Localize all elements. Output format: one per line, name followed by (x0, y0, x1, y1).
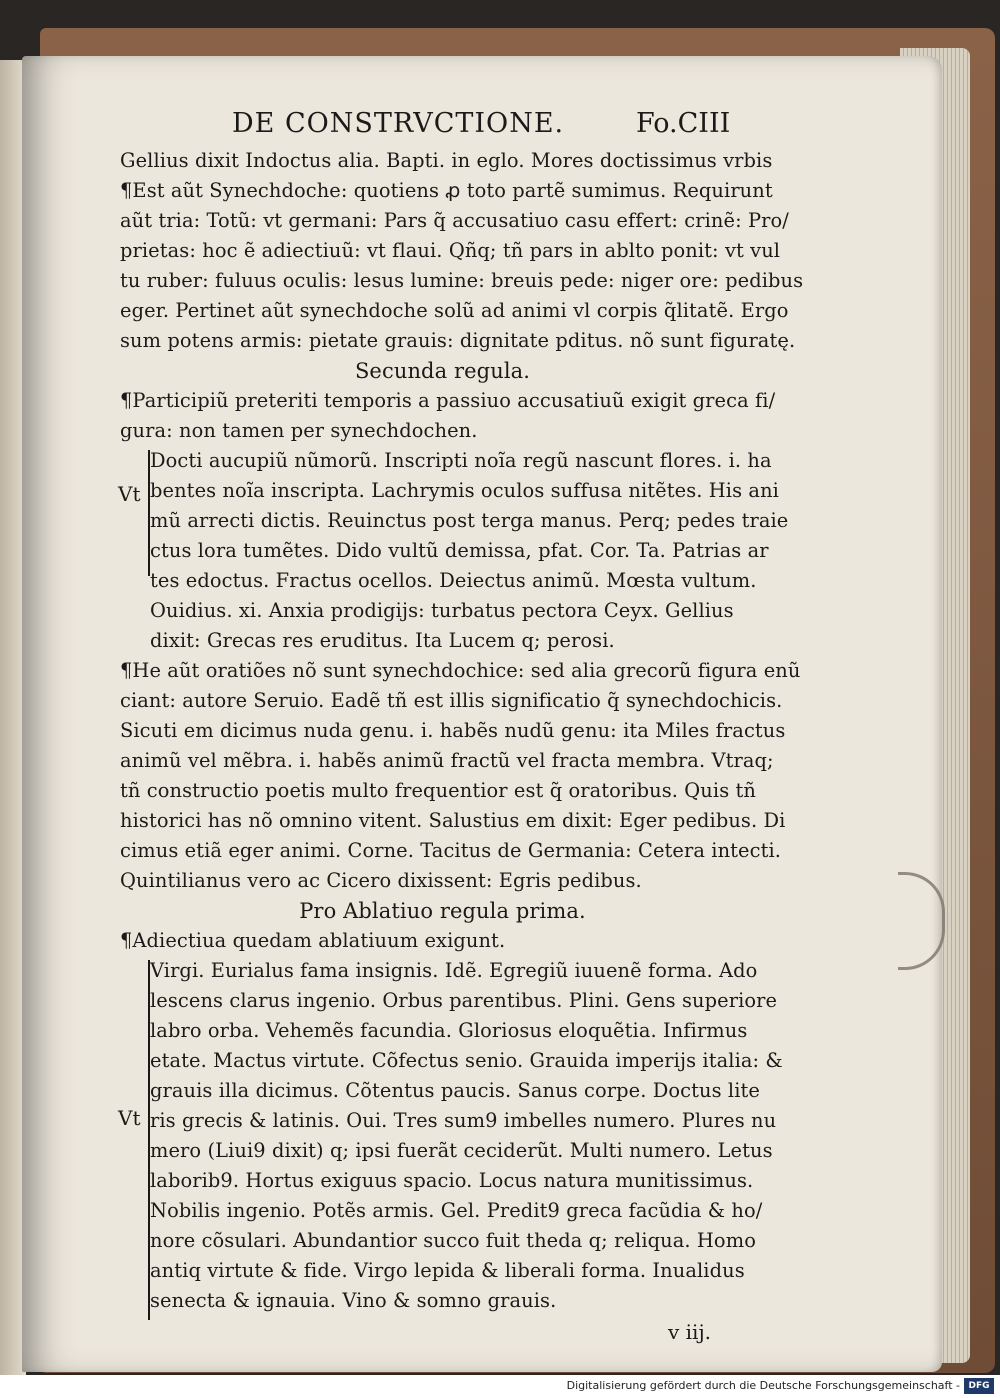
text-line: tñ constructio poetis multo frequentior est q̃ oratoribus. Quis tñ (120, 779, 756, 802)
example-line: Virgi. Eurialus fama insignis. Idẽ. Egregiũ iuuenẽ forma. Ado (150, 959, 758, 982)
footer-bar (0, 1375, 1000, 1398)
example-line: tes edoctus. Fractus ocellos. Deiectus animũ. Mœsta vultum. (150, 569, 757, 592)
section-heading: Secunda regula. (354, 359, 531, 383)
text-line: gura: non tamen per synechdochen. (120, 419, 478, 442)
example-line: Nobilis ingenio. Potẽs armis. Gel. Predit9 greca facũdia & ho/ (150, 1199, 763, 1222)
text-line: ciant: autore Seruio. Eadẽ tñ est illis significatio q̃ synechdochicis. (120, 689, 783, 712)
text-line: ¶Participiũ preteriti temporis a passiuo accusatiuũ exigit greca fi/ (120, 389, 776, 412)
example-line: etate. Mactus virtute. Cõfectus senio. Grauida imperijs italia: & (150, 1049, 783, 1072)
text-line: eger. Pertinet aũt synechdoche solũ ad animi vl corpis q̃litatẽ. Ergo (120, 299, 789, 322)
example-line: dixit: Grecas res eruditus. Ita Lucem q; perosi. (150, 629, 615, 652)
example-line: senecta & ignauia. Vino & somno grauis. (150, 1289, 557, 1312)
text-line: Gellius dixit Indoctus alia. Bapti. in eglo. Mores doctissimus vrbis (120, 149, 773, 172)
example-line: Docti aucupiũ nũmorũ. Inscripti noĩa regũ nascunt flores. i. ha (150, 449, 772, 472)
example-line: labro orba. Vehemẽs facundia. Gloriosus eloquẽtia. Infirmus (150, 1019, 748, 1042)
example-line: laborib9. Hortus exiguus spacio. Locus natura munitissimus. (150, 1169, 754, 1192)
text-line: cimus etiã eger animi. Corne. Tacitus de Germania: Cetera intecti. (120, 839, 782, 862)
example-line: nore cõsulari. Abundantior succo fuit theda q; reliqua. Homo (150, 1229, 756, 1252)
folio-number: Fo.CIII (636, 108, 731, 139)
example-line: grauis illa dicimus. Cõtentus paucis. Sanus corpe. Doctus lite (150, 1079, 760, 1102)
text-line: animũ vel mẽbra. i. habẽs animũ fractũ vel fracta membra. Vtraq; (120, 749, 774, 772)
text-line: ¶He aũt oratiões nõ sunt synechdochice: sed alia grecorũ figura enũ (120, 659, 801, 682)
example-line: mero (Liui9 dixit) q; ipsi fuerãt ceciderũt. Multi numero. Letus (150, 1139, 773, 1162)
example-line: lescens clarus ingenio. Orbus parentibus. Plini. Gens superiore (150, 989, 778, 1012)
text-line: ¶Adiectiua quedam ablatiuum exigunt. (120, 929, 506, 952)
example-line: mũ arrecti dictis. Reuinctus post terga manus. Perq; pedes traie (150, 509, 789, 532)
text-line: Sicuti em dicimus nuda genu. i. habẽs nudũ genu: ita Miles fractus (120, 719, 786, 742)
dfg-logo-icon[interactable]: DFG (964, 1378, 994, 1394)
running-head: DE CONSTRVCTIONE. (232, 108, 565, 139)
text-line: historici has nõ omnino vitent. Salustius em dixit: Eger pedibus. Di (120, 809, 786, 832)
section-heading: Pro Ablatiuo regula prima. (299, 899, 586, 923)
text-line: aũt tria: Totũ: vt germani: Pars q̃ accusatiuo casu effert: crinẽ: Pro/ (120, 209, 789, 232)
example-line: antiq virtute & fide. Virgo lepida & liberali forma. Inualidus (150, 1259, 745, 1282)
text-line: ¶Est aũt Synechdoche: quotiens ꝓ toto partẽ sumimus. Requirunt (120, 179, 773, 202)
text-line: Quintilianus vero ac Cicero dixissent: Egris pedibus. (120, 869, 642, 892)
example-line: ctus lora tumẽtes. Dido vultũ demissa, pfat. Cor. Ta. Patrias ar (150, 539, 769, 562)
text-line: sum potens armis: pietate grauis: dignitate pditus. nõ sunt figuratę. (120, 329, 796, 352)
text-line: tu ruber: fuluus oculis: lesus lumine: breuis pede: niger ore: pedibus (120, 269, 804, 292)
text-line: prietas: hoc ẽ adiectiuũ: vt flaui. Qñq; tñ pars in ablto ponit: vt vul (120, 239, 781, 262)
example-line: Ouidius. xi. Anxia prodigijs: turbatus pectora Ceyx. Gellius (150, 599, 734, 622)
example-line: bentes noĩa inscripta. Lachrymis oculos suffusa nitẽtes. His ani (150, 479, 779, 502)
funding-notice: Digitalisierung gefördert durch die Deutsche Forschungsgemeinschaft - (566, 1379, 960, 1392)
signature-mark: v iij. (668, 1320, 712, 1344)
example-line: ris grecis & latinis. Oui. Tres sum9 imbelles numero. Plures nu (150, 1109, 777, 1132)
vt-marker: Vt (118, 482, 141, 506)
vt-marker: Vt (118, 1106, 141, 1130)
